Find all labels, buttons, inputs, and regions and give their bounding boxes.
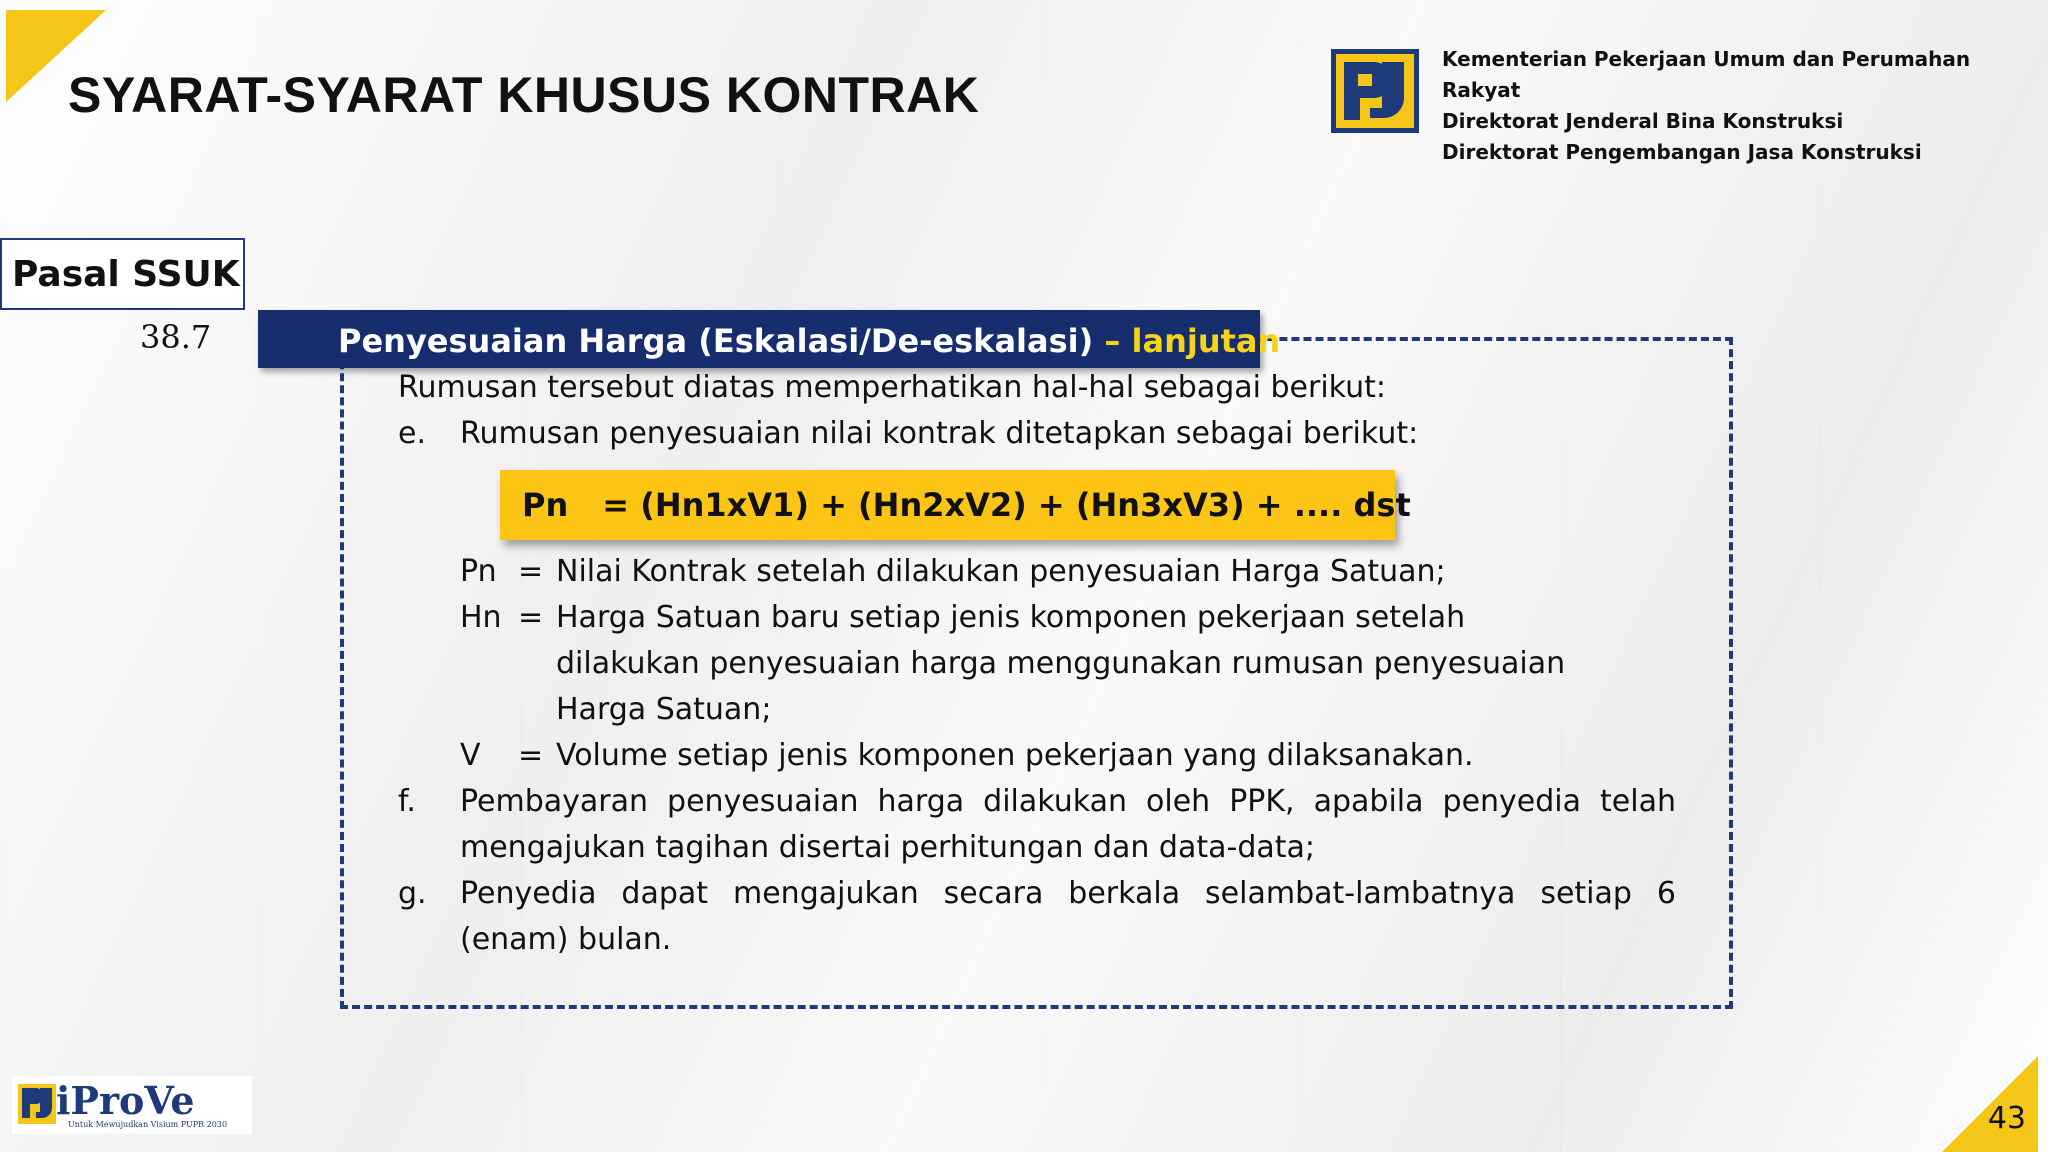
def-v-symbol: V: [460, 738, 481, 773]
slide-title: SYARAT-SYARAT KHUSUS KONTRAK: [68, 67, 980, 123]
formula-right: = (Hn1xV1) + (Hn2xV2) + (Hn3xV3) + .... dst: [602, 486, 1411, 524]
ministry-line-3: Direktorat Pengembangan Jasa Konstruksi: [1442, 140, 1922, 164]
page-number: 43: [1987, 1101, 2026, 1136]
pasal-number: 38.7: [140, 318, 212, 356]
iprove-emblem-icon: [18, 1084, 56, 1124]
def-v-text: Volume setiap jenis komponen pekerjaan yang dilaksanakan.: [556, 738, 1474, 773]
def-hn-text-line-3: Harga Satuan;: [556, 692, 772, 727]
item-f-marker: f.: [398, 784, 416, 819]
section-heading: Penyesuaian Harga (Eskalasi/De-eskalasi): [338, 322, 1094, 360]
def-pn-text: Nilai Kontrak setelah dilakukan penyesuaian Harga Satuan;: [556, 554, 1446, 589]
iprove-logo: [12, 1076, 252, 1134]
def-pn-equals: =: [518, 554, 544, 589]
formula-left: Pn: [522, 486, 569, 524]
item-g-marker: g.: [398, 876, 427, 911]
def-hn-symbol: Hn: [460, 600, 502, 635]
ministry-line-2: Direktorat Jenderal Bina Konstruksi: [1442, 109, 1844, 133]
iprove-tagline: Untuk Mewujudkan Visium PUPR 2030: [68, 1120, 228, 1129]
def-hn-text-line-1: Harga Satuan baru setiap jenis komponen pekerjaan setelah: [556, 600, 1466, 635]
item-g-text-line-1: Penyedia dapat mengajukan secara berkala selambat-lambatnya setiap 6: [460, 876, 1676, 911]
item-g-text-line-2: (enam) bulan.: [460, 922, 672, 957]
item-f-text-line-2: mengajukan tagihan disertai perhitungan dan data-data;: [460, 830, 1316, 865]
ministry-block: [1442, 44, 2048, 168]
def-hn-equals: =: [518, 600, 544, 635]
pasal-label-box: Pasal SSUK: [0, 238, 245, 310]
item-e-marker: e.: [398, 416, 426, 451]
formula-box: [500, 470, 1411, 540]
intro-text: Rumusan tersebut diatas memperhatikan hal-hal sebagai berikut:: [398, 370, 1387, 405]
def-pn-symbol: Pn: [460, 554, 497, 589]
def-hn-text-line-2: dilakukan penyesuaian harga menggunakan rumusan penyesuaian: [556, 646, 1566, 681]
section-heading-suffix: – lanjutan: [1104, 322, 1281, 360]
section-heading-bar: [258, 310, 1281, 368]
ministry-line-1: Kementerian Pekerjaan Umum dan Perumahan Rakyat: [1442, 47, 1971, 102]
item-f-text-line-1: Pembayaran penyesuaian harga dilakukan oleh PPK, apabila penyedia telah: [460, 784, 1676, 819]
item-e-text: Rumusan penyesuaian nilai kontrak ditetapkan sebagai berikut:: [460, 416, 1419, 451]
def-v-equals: =: [518, 738, 544, 773]
iprove-wordmark: iProVe: [56, 1078, 195, 1123]
pupr-logo-icon: [1330, 48, 1420, 134]
